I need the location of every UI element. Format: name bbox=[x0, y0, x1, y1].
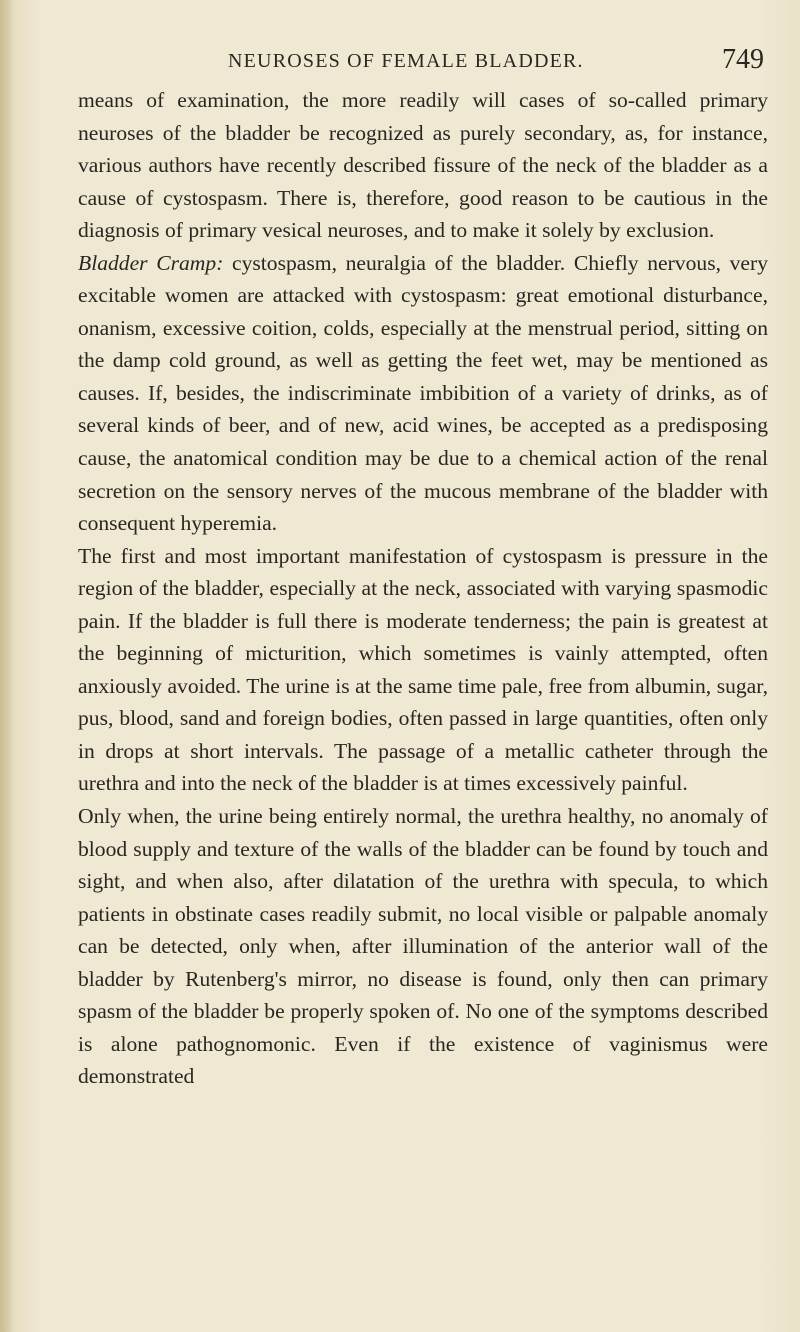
paragraph-2-text: cystospasm, neuralgia of the bladder. Chiefly nervous, very excitable women are attacked with cystospasm: great emotional disturbance, onanism, excessive coition, colds, especially at the menstrual period, sitting on the damp cold ground, as well as getting the feet wet, may be mentioned as causes. If, besides, the indiscriminate imbibition of a variety of drinks, as of several kinds of beer, and of new, acid wines, be accepted as a predisposing cause, the anatomical condition may be due to a chemical action of the renal secretion on the sensory nerves of the mucous membrane of the bladder with consequent hyperemia. bbox=[78, 250, 768, 536]
bladder-cramp-heading: Bladder Cramp: bbox=[78, 250, 224, 275]
body-text bbox=[78, 84, 768, 1093]
paragraph-2 bbox=[78, 247, 768, 540]
paragraph-4: Only when, the urine being entirely normal, the urethra healthy, no anomaly of blood supply and texture of the walls of the bladder can be found by touch and sight, and when also, after dilatation of the urethra with specula, to which patients in obstinate cases readily submit, no local visible or palpable anomaly can be detected, only when, after illumination of the anterior wall of the bladder by Rutenberg's mirror, no disease is found, only then can primary spasm of the bladder be properly spoken of. No one of the symptoms described is alone pathognomonic. Even if the existence of vaginismus were demonstrated bbox=[78, 804, 768, 1089]
paragraph-3: The first and most important manifestation of cystospasm is pressure in the region of the bladder, especially at the neck, associated with varying spasmodic pain. If the bladder is full there is moderate tenderness; the pain is greatest at the beginning of micturition, which sometimes is vainly attempted, often anxiously avoided. The urine is at the same time pale, free from albumin, sugar, pus, blood, sand and foreign bodies, often passed in large quantities, often only in drops at short intervals. The passage of a metallic catheter through the urethra and into the neck of the bladder is at times excessively painful. bbox=[78, 543, 768, 796]
page-number: 749 bbox=[722, 44, 764, 75]
binding-shadow bbox=[0, 0, 14, 1332]
paragraph-1: means of examination, the more readily will cases of so-called primary neuroses of the bladder be recognized as purely secondary, as, for instance, various authors have recently described fissure of the neck of the bladder as a cause of cystospasm. There is, therefore, good reason to be cautious in the diagnosis of primary vesical neuroses, and to make it solely by exclusion. bbox=[78, 88, 768, 243]
running-head: NEUROSES OF FEMALE BLADDER. bbox=[228, 50, 584, 72]
